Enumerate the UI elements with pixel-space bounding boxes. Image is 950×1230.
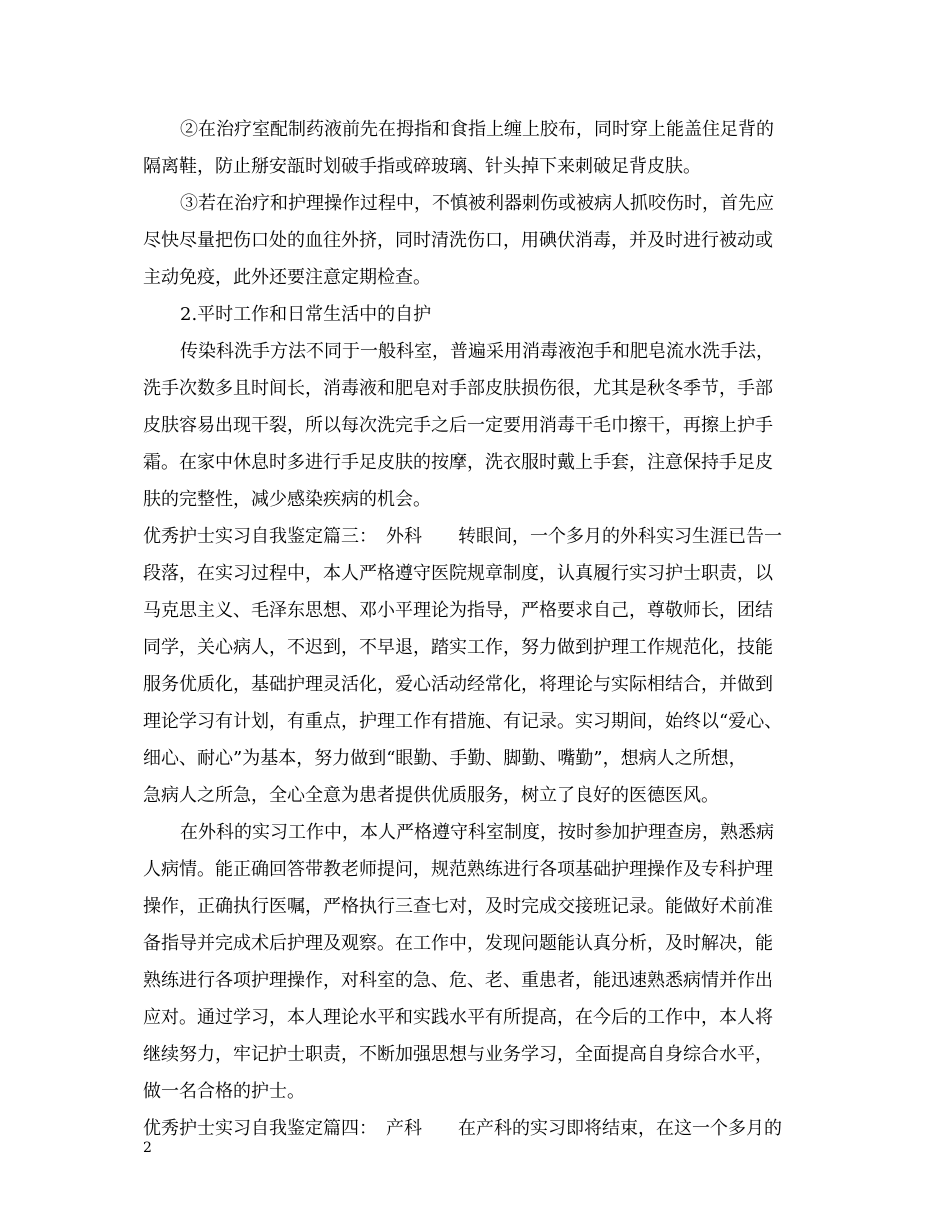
body-text-line: 霜。在家中休息时多进行手足皮肤的按摩，洗衣服时戴上手套，注意保持手足皮	[143, 452, 773, 473]
body-text-line: 急病人之所急，全心全意为患者提供优质服务，树立了良好的医德医风。	[143, 785, 719, 806]
body-text-line: 主动免疫，此外还要注意定期检查。	[143, 267, 431, 288]
body-text-line: 洗手次数多且时间长，消毒液和肥皂对手部皮肤损伤很，尤其是秋冬季节，手部	[143, 378, 773, 399]
body-text-line: 同学，关心病人，不迟到，不早退，踏实工作，努力做到护理工作规范化，技能	[143, 637, 773, 658]
body-text-line: 操作，正确执行医嘱，严格执行三查七对，及时完成交接班记录。能做好术前准	[143, 896, 773, 917]
body-text-line: 继续努力，牢记护士职责，不断加强思想与业务学习，全面提高自身综合水平，	[143, 1044, 773, 1065]
body-text-line: 尽快尽量把伤口处的血往外挤，同时清洗伤口，用碘伏消毒，并及时进行被动或	[143, 230, 773, 251]
body-text-line: ③若在治疗和护理操作过程中，不慎被利器刺伤或被病人抓咬伤时，首先应	[180, 193, 774, 214]
section-heading: 2.平时工作和日常生活中的自护	[180, 304, 432, 325]
body-text-line: 传染科洗手方法不同于一般科室，普遍采用消毒液泡手和肥皂流水洗手法，	[180, 341, 774, 362]
body-text-line: 熟练进行各项护理操作，对科室的急、危、老、重患者，能迅速熟悉病情并作出	[143, 970, 773, 991]
article-heading-line: 优秀护士实习自我鉴定篇三： 外科 转眼间，一个多月的外科实习生涯已告一	[143, 526, 782, 547]
page-number: 2	[143, 1140, 152, 1156]
body-text-line: ②在治疗室配制药液前先在拇指和食指上缠上胶布，同时穿上能盖住足背的	[180, 119, 774, 140]
body-text-line: 人病情。能正确回答带教老师提问，规范熟练进行各项基础护理操作及专科护理	[143, 859, 773, 880]
body-text-line: 做一名合格的护士。	[143, 1081, 305, 1102]
body-text-line: 皮肤容易出现干裂，所以每次洗完手之后一定要用消毒干毛巾擦干，再擦上护手	[143, 415, 773, 436]
body-text-line: 理论学习有计划，有重点，护理工作有措施、有记录。实习期间，始终以“爱心、	[143, 711, 783, 732]
body-text-line: 细心、耐心”为基本，努力做到“眼勤、手勤、脚勤、嘴勤”，想病人之所想，	[143, 748, 747, 769]
body-text-line: 段落，在实习过程中，本人严格遵守医院规章制度，认真履行实习护士职责，以	[143, 563, 773, 584]
body-text-line: 肤的完整性，减少感染疾病的机会。	[143, 489, 431, 510]
body-text-line: 应对。通过学习，本人理论水平和实践水平有所提高，在今后的工作中，本人将	[143, 1007, 773, 1028]
body-text-line: 备指导并完成术后护理及观察。在工作中，发现问题能认真分析，及时解决，能	[143, 933, 773, 954]
article-heading-line: 优秀护士实习自我鉴定篇四： 产科 在产科的实习即将结束，在这一个多月的	[143, 1118, 782, 1139]
body-text-line: 隔离鞋，防止掰安瓿时划破手指或碎玻璃、针头掉下来刺破足背皮肤。	[143, 156, 701, 177]
body-text-line: 服务优质化，基础护理灵活化，爱心活动经常化，将理论与实际相结合，并做到	[143, 674, 773, 695]
body-text-line: 在外科的实习工作中，本人严格遵守科室制度，按时参加护理查房，熟悉病	[180, 822, 774, 843]
body-text-line: 马克思主义、毛泽东思想、邓小平理论为指导，严格要求自己，尊敬师长，团结	[143, 600, 773, 621]
